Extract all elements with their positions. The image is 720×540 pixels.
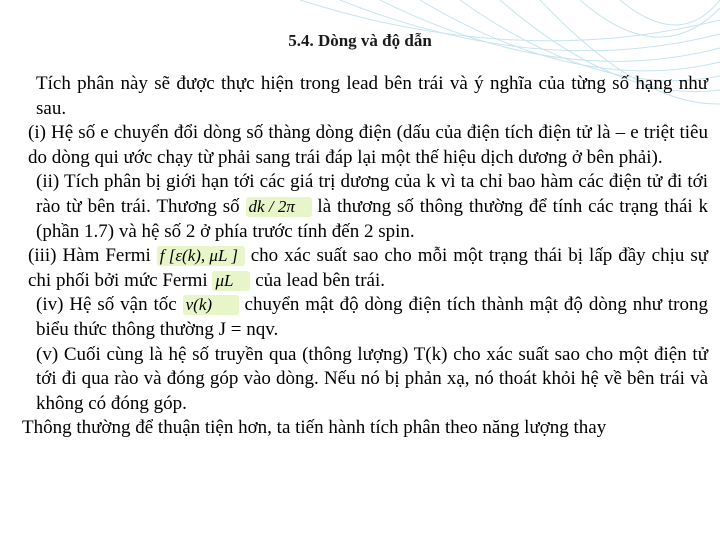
paragraph-iv-part-a: (iv) Hệ số vận tốc: [36, 294, 177, 316]
paragraph-v: (v) Cuối cùng là hệ số truyền qua (thông lượng) T(k) cho xác suất sao cho một điện tử tới đi qua rào và đóng góp vào dòng. Nếu nó bị phản xạ, nó thoát khỏi hệ về bên trái và không có đóng góp.: [36, 343, 708, 414]
paragraph-iii-part-a: (iii) Hàm Fermi: [28, 245, 151, 267]
paragraph-iv: [28, 293, 708, 342]
formula-dk-over-2pi: dk / 2π: [246, 197, 312, 217]
paragraph-iii-part-b: cho xác suất sao cho mỗi một trạng thái bị lấp đầy chịu sự chi phối bởi mức Fermi: [28, 245, 709, 291]
paragraph-ii: [28, 170, 708, 244]
paragraph-iv-part-b: chuyển mật độ dòng điện tích thành mật độ dòng như trong biểu thức thông thường J = nqv.: [36, 294, 709, 340]
slide-body: [22, 72, 709, 441]
formula-mu-l: μL: [212, 271, 250, 291]
formula-fermi-function: f [ε(k), μL ]: [157, 246, 245, 266]
slide-title: 5.4. Dòng và độ dẫn: [288, 31, 432, 50]
paragraph-intro: Tích phân này sẽ được thực hiện trong lead bên trái và ý nghĩa của từng số hạng như sau.: [36, 73, 708, 119]
paragraph-ii-part-b: là thương số thông thường để tính các trạng thái k (phần 1.7) và hệ số 2 ở phía trước tính đến 2 spin.: [36, 195, 709, 242]
paragraph-last: Thông thường để thuận tiện hơn, ta tiến hành tích phân theo năng lượng thay: [22, 417, 607, 439]
formula-velocity: v(k): [183, 295, 239, 315]
paragraph-ii-part-a: (ii) Tích phân bị giới hạn tới các giá trị dương của k vì ta chỉ bao hàm các điện tử đi tới rào từ bên trái. Thương số: [36, 171, 708, 217]
paragraph-iii: [28, 244, 708, 293]
paragraph-i: (i) Hệ số e chuyển đổi dòng số thàng dòng điện (dấu của điện tích điện tử là – e triệt tiêu do dòng qui ước chạy từ phải sang trái đáp lại một thế hiệu dịch dương ở bên phải).: [28, 122, 708, 168]
paragraph-iii-part-c: của lead bên trái.: [255, 269, 385, 291]
